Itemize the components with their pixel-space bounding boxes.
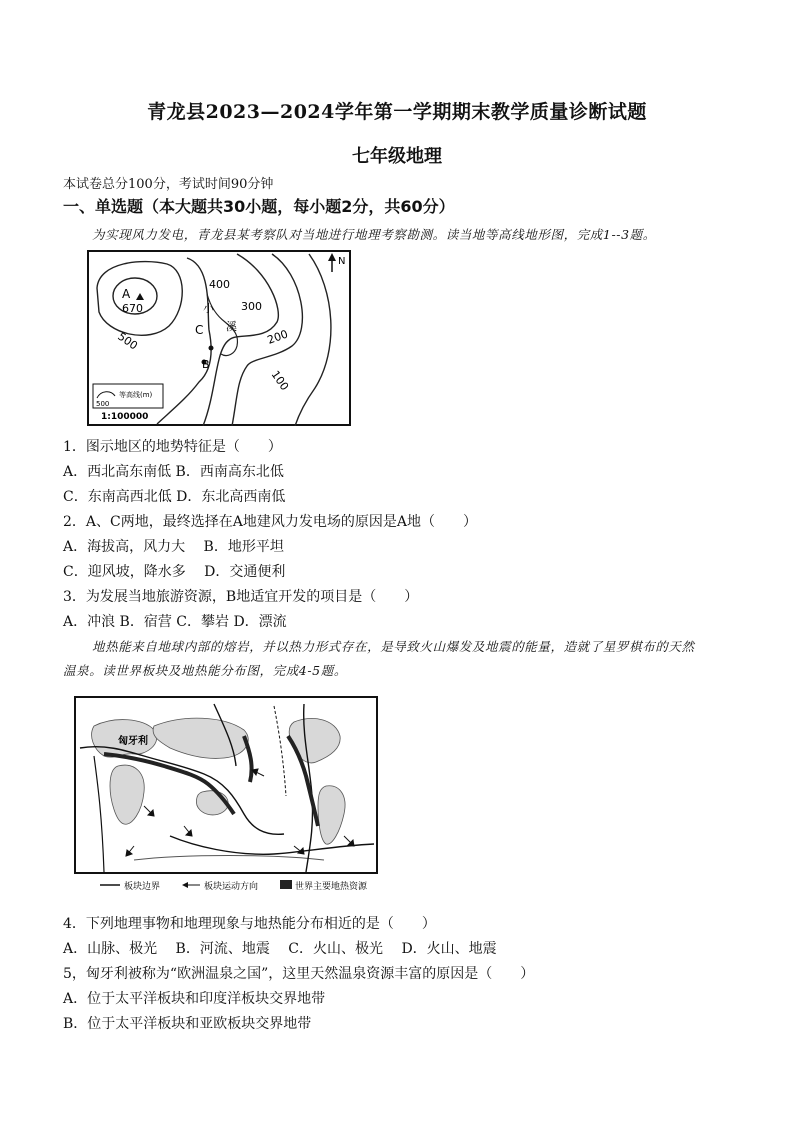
q4-options: A．山脉、极光 B．河流、地震 C．火山、极光 D．火山、地震	[63, 941, 497, 957]
label-b: B	[202, 358, 210, 371]
q3-options: A．冲浪 B．宿营 C．攀岩 D．漂流	[63, 614, 287, 630]
legend-text: 等高线(m)	[119, 391, 153, 399]
label-north: N	[338, 256, 346, 267]
label-c: C	[195, 323, 204, 337]
q5-stem: 5，匈牙利被称为“欧洲温泉之国”，这里天然温泉资源丰富的原因是（ ）	[63, 966, 535, 982]
q1-options-ab: A．西北高东南低 B．西南高东北低	[63, 464, 284, 480]
label-500: 500	[115, 329, 140, 353]
legend-boundary: 板块边界	[124, 882, 161, 892]
point-c-marker	[209, 346, 214, 351]
map-scale: 1:100000	[101, 412, 149, 422]
intro-questions-4-5-line2: 温泉。读世界板块及地热能分布图，完成4-5题。	[63, 663, 347, 678]
legend-sample: 500	[96, 400, 110, 408]
q5-option-a: A．位于太平洋板块和印度洋板块交界地带	[63, 991, 326, 1007]
q1-stem: 1．图示地区的地势特征是（ ）	[63, 439, 282, 455]
contour-map	[87, 250, 351, 426]
exam-info: 本试卷总分100分，考试时间90分钟	[63, 177, 274, 192]
label-stream-2: 溪	[226, 320, 237, 333]
label-hungary: 匈牙利	[118, 736, 148, 747]
continent-australia	[196, 791, 228, 815]
label-peak: 670	[122, 302, 143, 315]
q2-options-ab: A．海拔高，风力大 B．地形平坦	[63, 539, 284, 555]
q2-stem: 2．A、C两地，最终选择在A地建风力发电场的原因是A地（ ）	[63, 514, 477, 530]
label-400: 400	[209, 278, 230, 291]
q3-stem: 3．为发展当地旅游资源，B地适宜开发的项目是（ ）	[63, 589, 419, 605]
intro-questions-4-5-line1: 地热能来自地球内部的熔岩，并以热力形式存在，是导致火山爆发及地震的能量，造就了星罗棋布的天然	[92, 639, 695, 654]
legend-movement: 板块运动方向	[204, 882, 259, 892]
world-plates-map	[74, 696, 378, 894]
legend-geothermal: 世界主要地热资源	[295, 882, 368, 892]
label-stream-1: 小	[203, 302, 214, 315]
exam-title: 青龙县2023—2024学年第一学期期末教学质量诊断试题	[147, 101, 647, 123]
label-300: 300	[241, 300, 262, 313]
section-heading: 一、单选题（本大题共30小题，每小题2分，共60分）	[63, 197, 455, 216]
q5-option-b: B．位于太平洋板块和亚欧板块交界地带	[63, 1016, 312, 1032]
exam-subtitle: 七年级地理	[352, 146, 442, 167]
legend-geothermal-icon	[280, 880, 292, 889]
intro-questions-1-3: 为实现风力发电，青龙县某考察队对当地进行地理考察勘测。读当地等高线地形图，完成1--3题。	[92, 227, 656, 242]
q2-options-cd: C．迎风坡，降水多 D．交通便利	[63, 564, 286, 580]
label-200: 200	[265, 327, 290, 347]
q4-stem: 4．下列地理事物和地理现象与地热能分布相近的是（ ）	[63, 916, 436, 932]
label-a: A	[122, 287, 131, 301]
label-100: 100	[268, 368, 292, 393]
legend-movement-icon	[182, 882, 188, 888]
q1-options-cd: C．东南高西北低 D．东北高西南低	[63, 489, 286, 505]
